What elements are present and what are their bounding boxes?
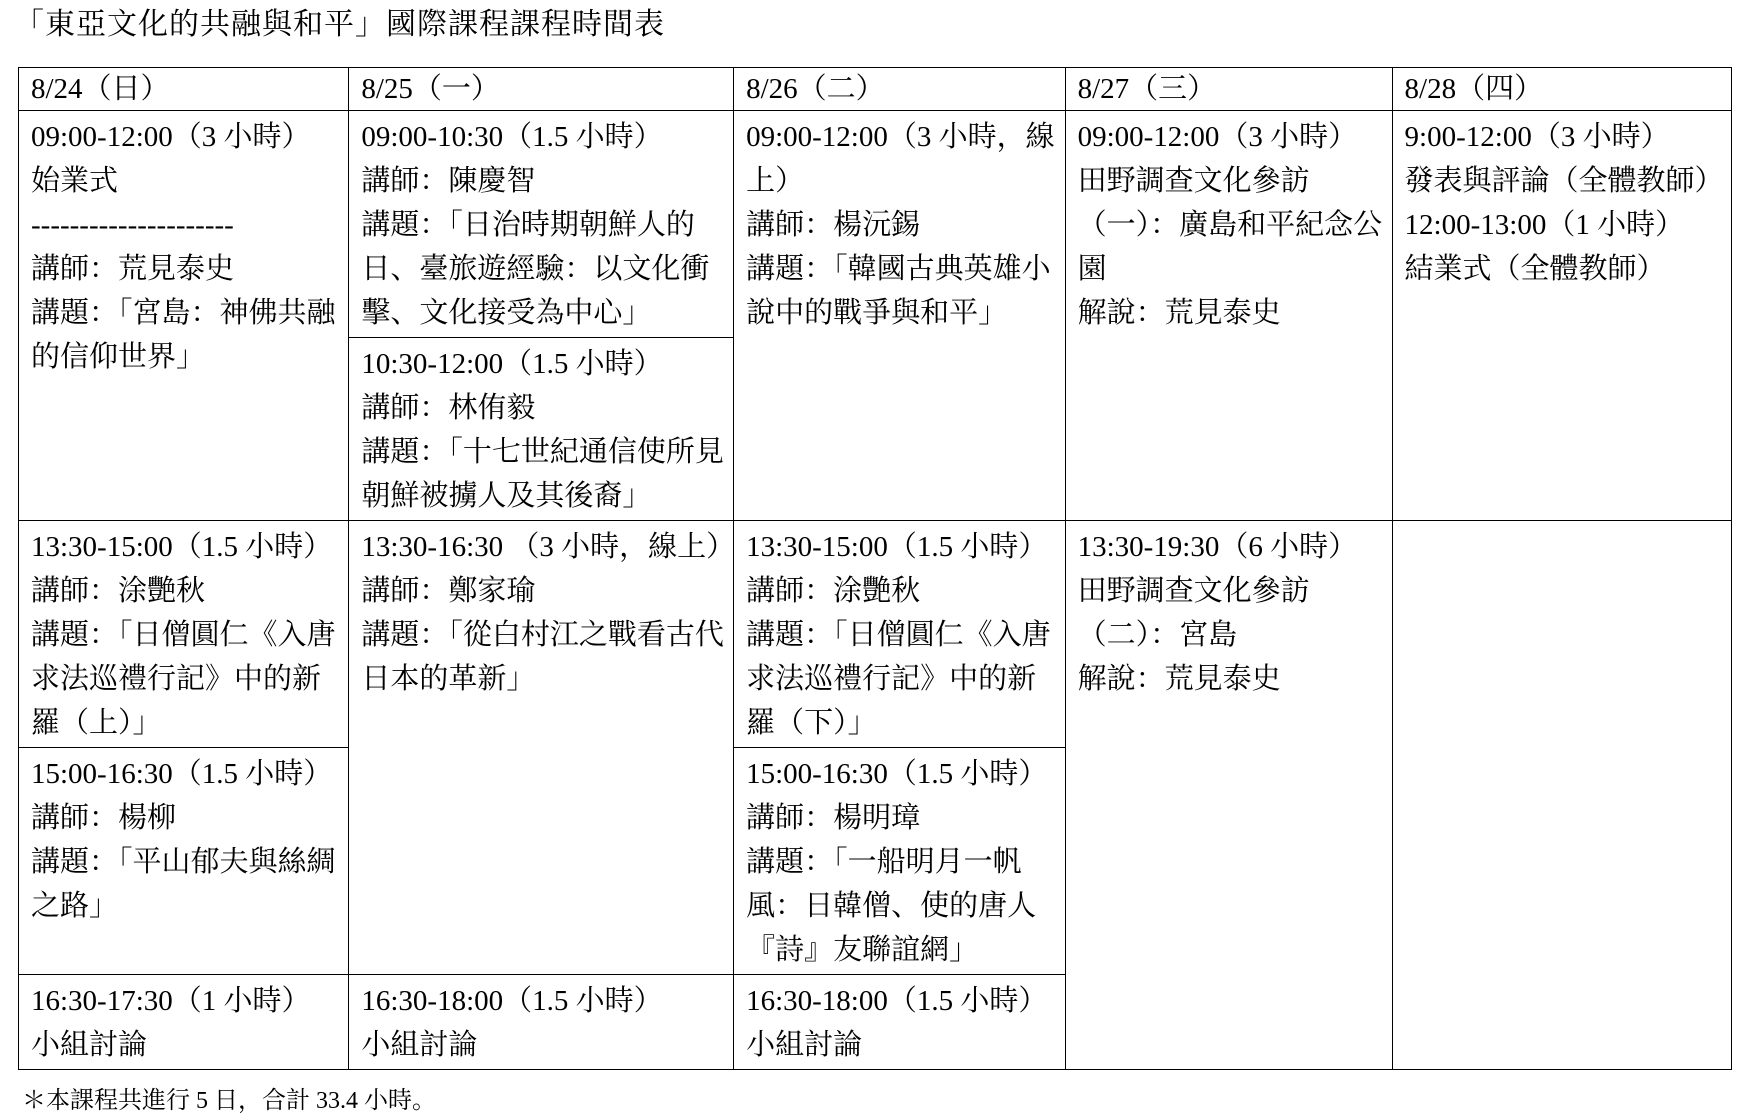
session-title: 田野調查文化參訪（二）：宮島 [1077,575,1310,651]
session-time: 16:30-18:00（1.5 小時） [746,985,1048,1017]
session-lecturer: 講師：涂艷秋 [746,575,921,607]
session-time: 16:30-18:00（1.5 小時） [361,985,663,1017]
session-cell-0826-afternoon-1 [734,521,1066,748]
session-time: 09:00-10:30（1.5 小時） [361,121,663,153]
session-time: 15:00-16:30（1.5 小時） [31,758,333,790]
session-cell-0825-afternoon [349,521,734,975]
session-topic: 講題：「日僧圓仁《入唐求法巡禮行記》中的新羅（下）」 [746,619,1051,739]
session-topic: 講題：「日治時期朝鮮人的日、臺旅遊經驗：以文化衝擊、文化接受為中心」 [361,209,710,329]
header-row [19,68,1732,111]
session-lecturer: 講師：林侑毅 [361,392,536,424]
session-topic: 講題：「從白村江之戰看古代日本的革新」 [361,619,724,695]
session-cell-0828-afternoon-empty [1392,521,1731,1070]
session-time: 10:30-12:00（1.5 小時） [361,348,663,380]
session-cell-0824-morning [19,111,349,521]
session-cell-0824-afternoon-1 [19,521,349,748]
session-title: 小組討論 [31,1029,148,1061]
schedule-table [18,67,1732,1070]
session-cell-0827-afternoon [1065,521,1392,1070]
session-title: 結業式（全體教師） [1404,253,1666,285]
session-guide: 解說：荒見泰史 [1077,663,1281,695]
session-cell-0827-morning [1065,111,1392,521]
session-topic: 講題：「宮島：神佛共融的信仰世界」 [31,297,336,373]
session-topic: 講題：「韓國古典英雄小說中的戰爭與和平」 [746,253,1051,329]
session-cell-0826-evening [734,975,1066,1070]
session-lecturer: 講師：荒見泰史 [31,253,235,285]
session-cell-0824-afternoon-2 [19,748,349,975]
day-header: 8/24（日） [19,68,349,111]
session-cell-0825-morning-2 [349,338,734,521]
day-header: 8/28（四） [1392,68,1731,111]
session-title: 小組討論 [361,1029,478,1061]
session-time: 09:00-12:00（3 小時） [1077,121,1358,153]
session-time: 16:30-17:30（1 小時） [31,985,311,1017]
session-time: 15:00-16:30（1.5 小時） [746,758,1048,790]
session-cell-0825-evening [349,975,734,1070]
session-guide: 解說：荒見泰史 [1077,297,1281,329]
session-topic: 講題：「平山郁夫與絲綢之路」 [31,846,336,922]
session-title: 小組討論 [746,1029,863,1061]
session-lecturer: 講師：楊沅錫 [746,209,921,241]
session-lecturer: 講師：鄭家瑜 [361,575,536,607]
session-cell-0828-morning [1392,111,1731,521]
session-time: 13:30-15:00（1.5 小時） [746,531,1048,563]
session-lecturer: 講師：陳慶智 [361,165,536,197]
session-topic: 講題：「日僧圓仁《入唐求法巡禮行記》中的新羅（上）」 [31,619,336,739]
day-header: 8/25（一） [349,68,734,111]
schedule-row [19,111,1732,338]
session-time: 12:00-13:00（1 小時） [1404,209,1685,241]
session-time: 13:30-19:30（6 小時） [1077,531,1358,563]
session-cell-0826-morning [734,111,1066,521]
session-lecturer: 講師：楊明璋 [746,802,921,834]
page-title: 「東亞文化的共融與和平」國際課程課程時間表 [14,8,665,41]
footnote: ＊本課程共進行 5 日，合計 33.4 小時。 [22,1088,436,1114]
session-time: 09:00-12:00（3 小時） [31,121,311,153]
session-time: 13:30-16:30 （3 小時，線上） [361,531,736,563]
session-time: 09:00-12:00（3 小時，線上） [746,121,1055,197]
session-topic: 講題：「一船明月一帆風：日韓僧、使的唐人『詩』友聯誼網」 [746,846,1037,966]
session-title: 田野調查文化參訪（一）：廣島和平紀念公園 [1077,165,1383,285]
session-topic: 講題：「十七世紀通信使所見朝鮮被擄人及其後裔」 [361,436,724,512]
session-cell-0826-afternoon-2 [734,748,1066,975]
session-lecturer: 講師：楊柳 [31,802,177,834]
schedule-row [19,521,1732,748]
session-title: 始業式 [31,165,119,197]
session-cell-0824-evening [19,975,349,1070]
session-title: 發表與評論（全體教師） [1404,165,1724,197]
session-time: 9:00-12:00（3 小時） [1404,121,1670,153]
day-header: 8/27（三） [1065,68,1392,111]
session-lecturer: 講師：涂艷秋 [31,575,206,607]
day-header: 8/26（二） [734,68,1066,111]
session-cell-0825-morning-1 [349,111,734,338]
divider-text: --------------------- [31,209,234,241]
session-time: 13:30-15:00（1.5 小時） [31,531,333,563]
